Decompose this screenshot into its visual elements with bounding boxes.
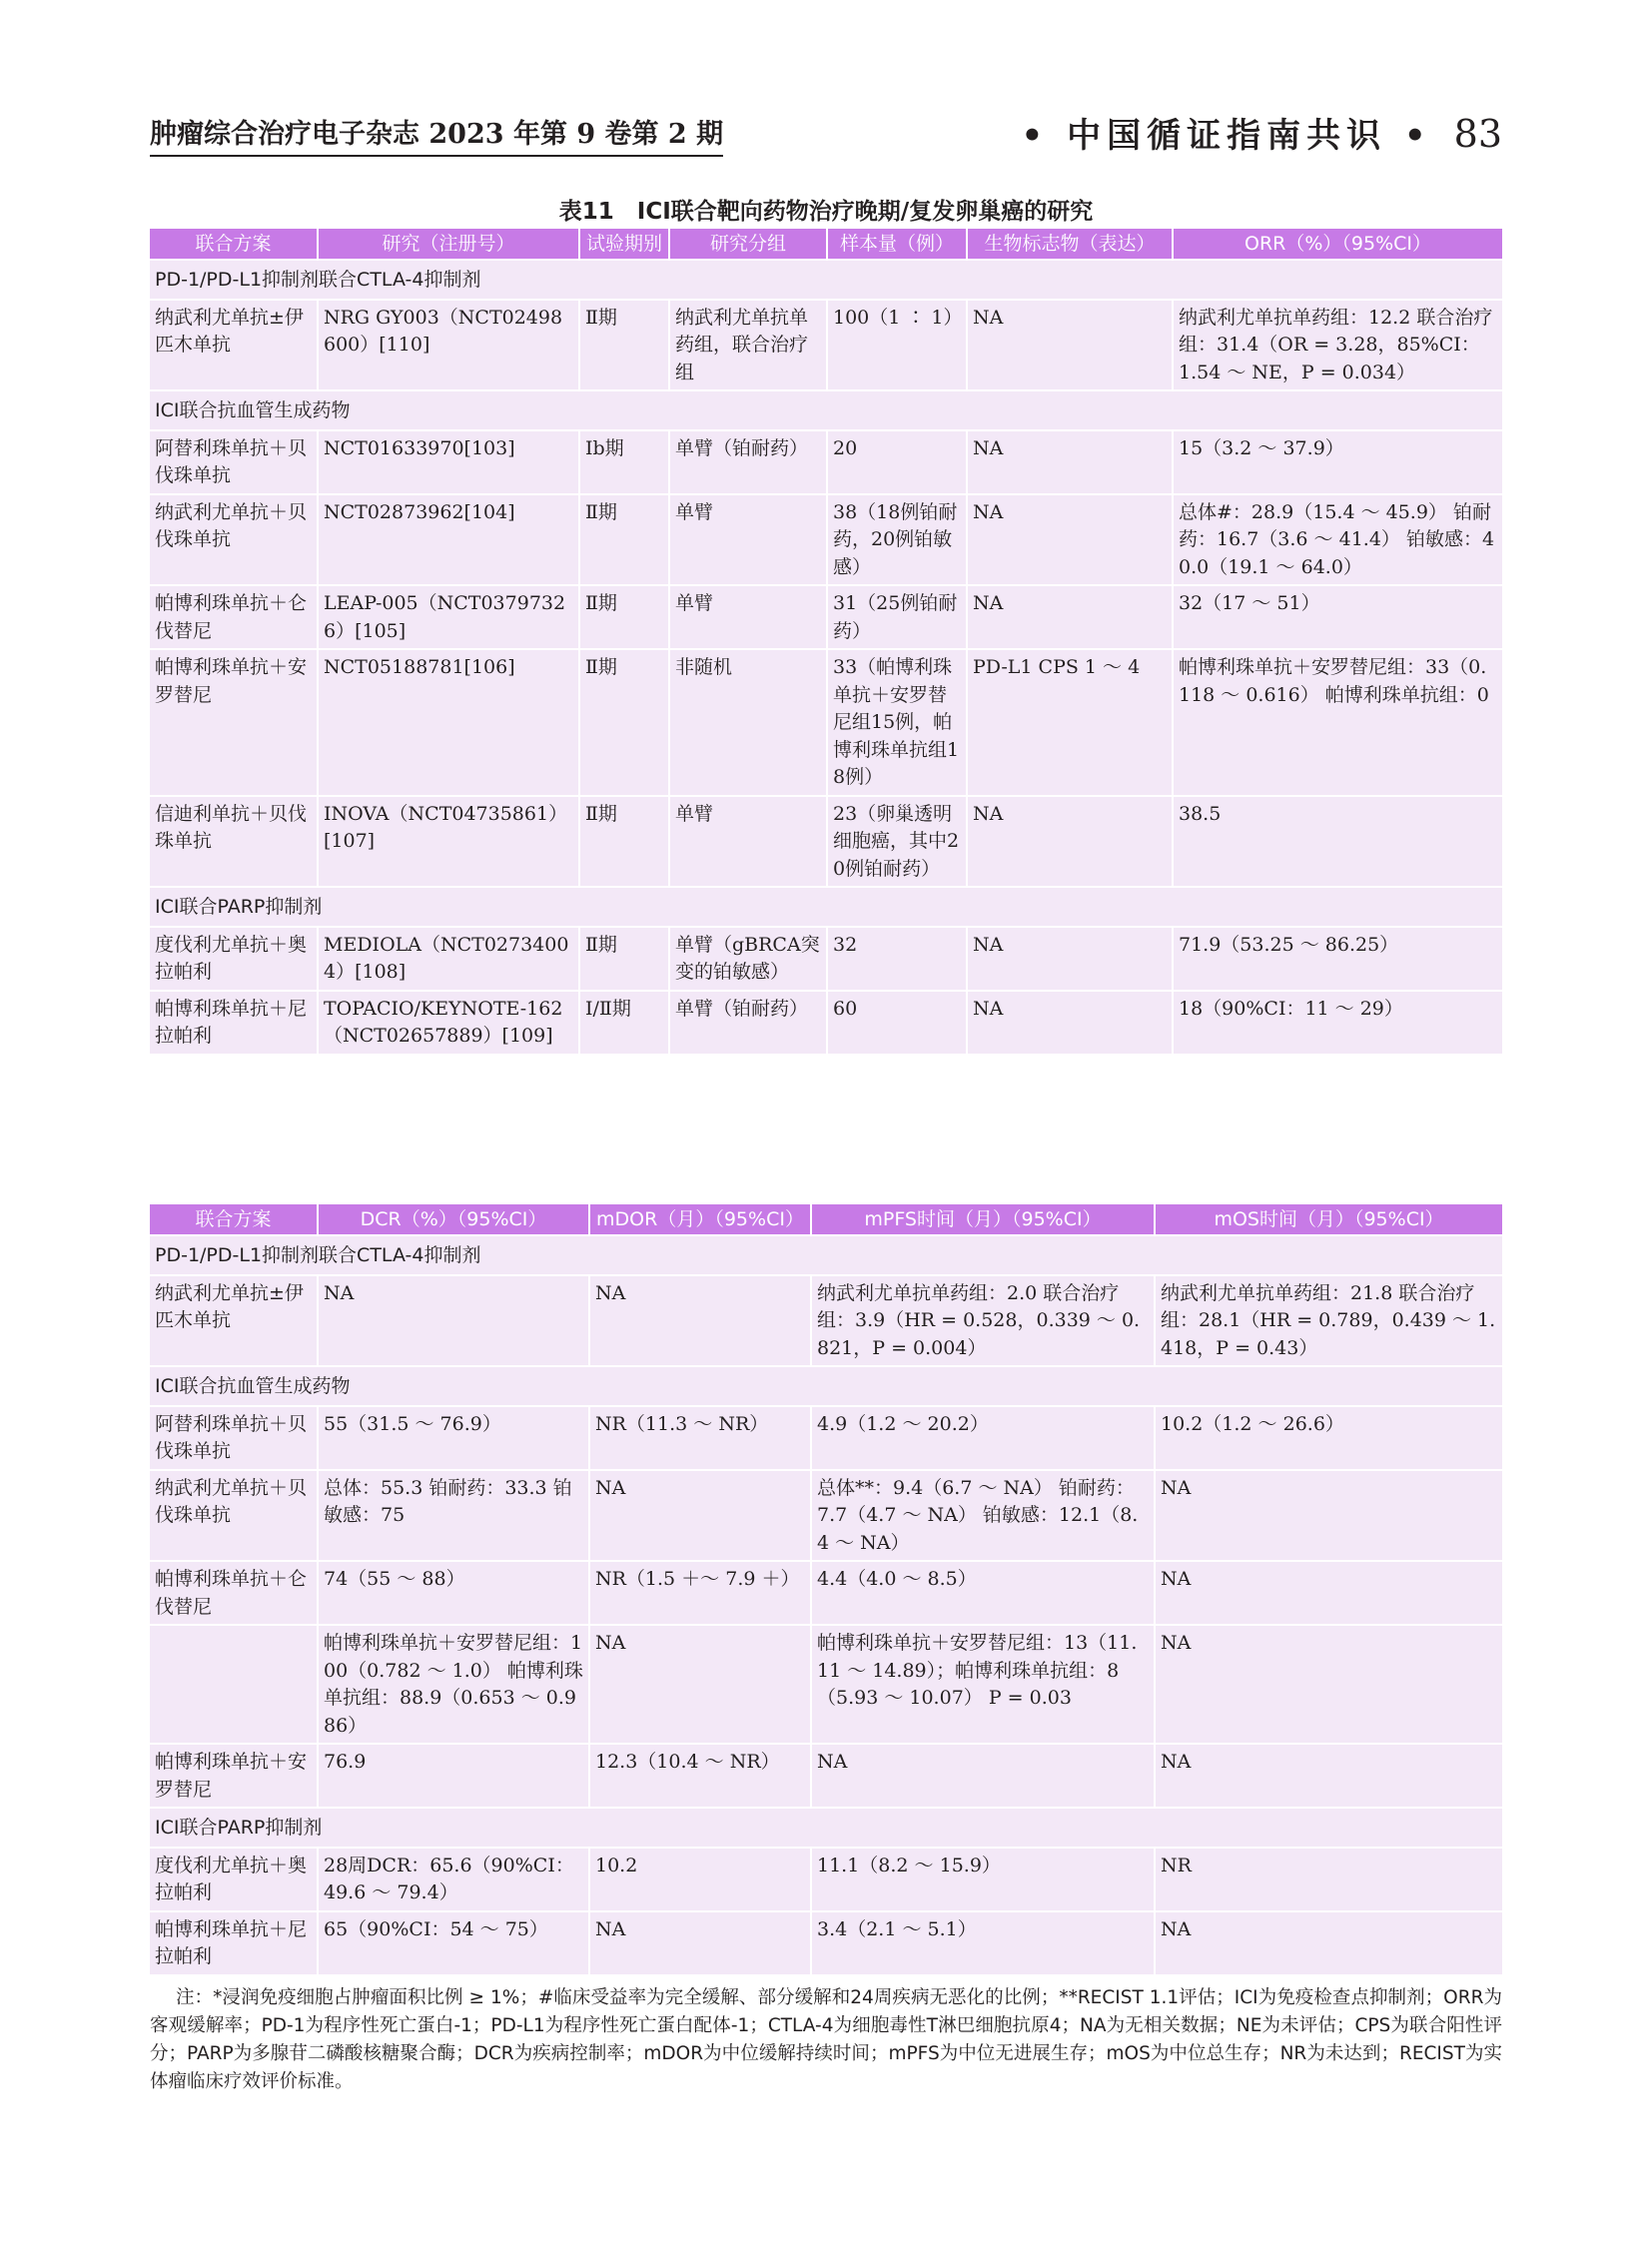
table-row [150,991,1502,1055]
table-cell: 帕博利珠单抗＋安罗替尼 [150,1744,318,1808]
table-cell: NA [967,585,1173,649]
table-cell: 阿替利珠单抗＋贝伐珠单抗 [150,430,318,494]
table-cell: 帕博利珠单抗＋仑伐替尼 [150,1561,318,1625]
table-cell: 28周DCR：65.6（90%CI：49.6 ～ 79.4） [318,1848,589,1911]
table-cell: 76.9 [318,1744,589,1808]
table-cell: 4.9（1.2 ～ 20.2） [811,1406,1155,1470]
table-cell: Ⅱ期 [579,494,669,586]
table-row [150,1275,1502,1367]
section-row [150,260,1502,300]
table-cell: NCT01633970[103] [318,430,579,494]
journal-header: 肿瘤综合治疗电子杂志 2023 年第 9 卷第 2 期 [150,112,723,157]
table-cell: NA [967,796,1173,888]
table-cell: 38.5 [1173,796,1502,888]
table-cell: 纳武利尤单抗＋贝伐珠单抗 [150,494,318,586]
table2-header-row [150,1204,1502,1235]
table-cell: NA [967,430,1173,494]
table-row [150,649,1502,796]
table-cell: 非随机 [669,649,827,796]
column-header: DCR（%）（95%CI） [318,1204,589,1235]
table-row [150,1625,1502,1744]
table-row [150,430,1502,494]
section-title: PD-1/PD-L1抑制剂联合CTLA-4抑制剂 [150,1235,1502,1275]
table-cell: 总体：55.3 铂耐药：33.3 铂敏感：75 [318,1470,589,1562]
table-cell: 度伐利尤单抗＋奥拉帕利 [150,927,318,991]
table-row [150,796,1502,888]
table-cell: TOPACIO/KEYNOTE-162（NCT02657889）[109] [318,991,579,1055]
table-cell: 帕博利珠单抗＋尼拉帕利 [150,1911,318,1975]
table-cell: Ⅰb期 [579,430,669,494]
table-row [150,1470,1502,1562]
table-cell: 帕博利珠单抗＋安罗替尼组：13（11.11 ～ 14.89）；帕博利珠单抗组：8（5.93 ～ 10.07） P = 0.03 [811,1625,1155,1744]
table-cell: 38（18例铂耐药，20例铂敏感） [827,494,967,586]
table-cell: 单臂 [669,494,827,586]
table-cell: 帕博利珠单抗＋安罗替尼组：100（0.782 ～ 1.0） 帕博利珠单抗组：88.9（0.653 ～ 0.986） [318,1625,589,1744]
table-cell: NA [967,494,1173,586]
section-title: ICI联合抗血管生成药物 [150,390,1502,430]
table-cell: 纳武利尤单抗±伊匹木单抗 [150,300,318,391]
table-cell: 总体#：28.9（15.4 ～ 45.9） 铂耐药：16.7（3.6 ～ 41.4） 铂敏感：40.0（19.1 ～ 64.0） [1173,494,1502,586]
table-cell: 单臂（gBRCA突变的铂敏感） [669,927,827,991]
table-cell: 23（卵巢透明细胞癌，其中20例铂耐药） [827,796,967,888]
table-cell: 74（55 ～ 88） [318,1561,589,1625]
column-header: 样本量（例） [827,229,967,260]
column-header: mPFS时间（月）（95%CI） [811,1204,1155,1235]
section-title: • 中国循证指南共识 • [1021,116,1432,156]
table-cell: Ⅱ期 [579,300,669,391]
table-cell: 纳武利尤单抗＋贝伐珠单抗 [150,1470,318,1562]
table-cell: NR（1.5 ＋～ 7.9 ＋） [589,1561,811,1625]
table-cell: 帕博利珠单抗＋仑伐替尼 [150,585,318,649]
table-cell: 单臂（铂耐药） [669,991,827,1055]
column-header: 研究（注册号） [318,229,579,260]
table-cell: INOVA（NCT04735861）[107] [318,796,579,888]
table-cell [150,1625,318,1744]
column-header: 联合方案 [150,229,318,260]
column-header: 研究分组 [669,229,827,260]
table-cell: NA [967,927,1173,991]
table2-body [150,1235,1502,1975]
table-cell: NA [1155,1744,1502,1808]
table-cell: 33（帕博利珠单抗＋安罗替尼组15例，帕博利珠单抗组18例） [827,649,967,796]
table-cell: 71.9（53.25 ～ 86.25） [1173,927,1502,991]
table-cell: 单臂（铂耐药） [669,430,827,494]
table-cell: 18（90%CI：11 ～ 29） [1173,991,1502,1055]
table-cell: 单臂 [669,796,827,888]
table-cell: 帕博利珠单抗＋安罗替尼组：33（0.118 ～ 0.616） 帕博利珠单抗组：0 [1173,649,1502,796]
table-cell: NA [318,1275,589,1367]
table-cell: 65（90%CI：54 ～ 75） [318,1911,589,1975]
table-cell: 纳武利尤单抗单药组：2.0 联合治疗组：3.9（HR = 0.528，0.339 ～ 0.821，P = 0.004） [811,1275,1155,1367]
table-footnote: 注：*浸润免疫细胞占肿瘤面积比例 ≥ 1%；#临床受益率为完全缓解、部分缓解和24周疾病无恶化的比例；**RECIST 1.1评估；ICI为免疫检查点抑制剂；ORR为客观缓解率；PD-1为程序性死亡蛋白-1；PD-L1为程序性死亡蛋白配体-1；CTLA-4为细胞毒性T淋巴细胞抗原4；NA为无相关数据；NE为未评估；CPS为联合阳性评分；PARP为多腺苷二磷酸核糖聚合酶；DCR为疾病控制率；mDOR为中位缓解持续时间；mPFS为中位无进展生存；mOS为中位总生存；NR为未达到；RECIST为实体瘤临床疗效评价标准。 [150,1987,1502,2092]
table-cell: 4.4（4.0 ～ 8.5） [811,1561,1155,1625]
table-cell: 纳武利尤单抗单药组：12.2 联合治疗组：31.4（OR = 3.28，85%CI：1.54 ～ NE，P = 0.034） [1173,300,1502,391]
table-cell: 帕博利珠单抗＋安罗替尼 [150,649,318,796]
table-cell: 15（3.2 ～ 37.9） [1173,430,1502,494]
table-cell: 100（1 ∶ 1） [827,300,967,391]
table-cell: NA [967,991,1173,1055]
table-cell: Ⅱ期 [579,649,669,796]
table-cell: 总体**：9.4（6.7 ～ NA） 铂耐药：7.7（4.7 ～ NA） 铂敏感：12.1（8.4 ～ NA） [811,1470,1155,1562]
section-row [150,1366,1502,1406]
table-cell: Ⅱ期 [579,927,669,991]
table-cell: 60 [827,991,967,1055]
table-cell: NR [1155,1848,1502,1911]
section-row [150,887,1502,927]
table-cell: 31（25例铂耐药） [827,585,967,649]
table-row [150,1406,1502,1470]
table-cell: NA [589,1911,811,1975]
table-cell: 10.2 [589,1848,811,1911]
table-cell: NA [1155,1561,1502,1625]
table-cell: 单臂 [669,585,827,649]
table-cell: 32（17 ～ 51） [1173,585,1502,649]
section-row [150,1808,1502,1848]
column-header: 生物标志物（表达） [967,229,1173,260]
section-title: ICI联合抗血管生成药物 [150,1366,1502,1406]
table-cell: 55（31.5 ～ 76.9） [318,1406,589,1470]
table-cell: 纳武利尤单抗单药组：21.8 联合治疗组：28.1（HR = 0.789，0.439 ～ 1.418，P = 0.43） [1155,1275,1502,1367]
section-title: ICI联合PARP抑制剂 [150,1808,1502,1848]
table1-header-row [150,229,1502,260]
table-cell: 11.1（8.2 ～ 15.9） [811,1848,1155,1911]
table-cell: 10.2（1.2 ～ 26.6） [1155,1406,1502,1470]
table-cell: NA [1155,1470,1502,1562]
table-row [150,927,1502,991]
column-header: mOS时间（月）（95%CI） [1155,1204,1502,1235]
table1-body [150,260,1502,1055]
table-cell: Ⅰ/Ⅱ期 [579,991,669,1055]
section-title: ICI联合PARP抑制剂 [150,887,1502,927]
section-header [1022,108,1503,157]
table-cell: NA [589,1275,811,1367]
column-header: ORR（%）（95%CI） [1173,229,1502,260]
table-cell: NCT05188781[106] [318,649,579,796]
table-cell: NA [1155,1911,1502,1975]
results-table-part2 [150,1204,1502,1976]
table-cell: 3.4（2.1 ～ 5.1） [811,1911,1155,1975]
table-cell: 20 [827,430,967,494]
page-number: 83 [1453,112,1502,156]
table-row [150,300,1502,391]
table-row [150,1561,1502,1625]
table-cell: 纳武利尤单抗单药组，联合治疗组 [669,300,827,391]
table-cell: NA [967,300,1173,391]
table-row [150,585,1502,649]
table-cell: Ⅱ期 [579,585,669,649]
table-cell: PD-L1 CPS 1 ～ 4 [967,649,1173,796]
results-table-part1 [150,229,1502,1056]
table-cell: 纳武利尤单抗±伊匹木单抗 [150,1275,318,1367]
column-header: 试验期别 [579,229,669,260]
table-cell: LEAP-005（NCT03797326）[105] [318,585,579,649]
table-cell: NCT02873962[104] [318,494,579,586]
table-cell: NA [589,1625,811,1744]
table-cell: NA [589,1470,811,1562]
table-cell: NA [1155,1625,1502,1744]
table-cell: MEDIOLA（NCT02734004）[108] [318,927,579,991]
column-header: 联合方案 [150,1204,318,1235]
section-row [150,1235,1502,1275]
table-cell: NR（11.3 ～ NR） [589,1406,811,1470]
table-cell: 帕博利珠单抗＋尼拉帕利 [150,991,318,1055]
table-cell: 信迪利单抗＋贝伐珠单抗 [150,796,318,888]
section-title: PD-1/PD-L1抑制剂联合CTLA-4抑制剂 [150,260,1502,300]
table-title: 表11 ICI联合靶向药物治疗晚期/复发卵巢癌的研究 [558,199,1094,225]
table-row [150,1848,1502,1911]
table-cell: NA [811,1744,1155,1808]
table-cell: Ⅱ期 [579,796,669,888]
table-cell: 度伐利尤单抗＋奥拉帕利 [150,1848,318,1911]
section-row [150,390,1502,430]
table-cell: 12.3（10.4 ～ NR） [589,1744,811,1808]
table-cell: 32 [827,927,967,991]
table-row [150,1911,1502,1975]
table-cell: 阿替利珠单抗＋贝伐珠单抗 [150,1406,318,1470]
table-cell: NRG GY003（NCT02498600）[110] [318,300,579,391]
column-header: mDOR（月）（95%CI） [589,1204,811,1235]
table-row [150,1744,1502,1808]
table-row [150,494,1502,586]
